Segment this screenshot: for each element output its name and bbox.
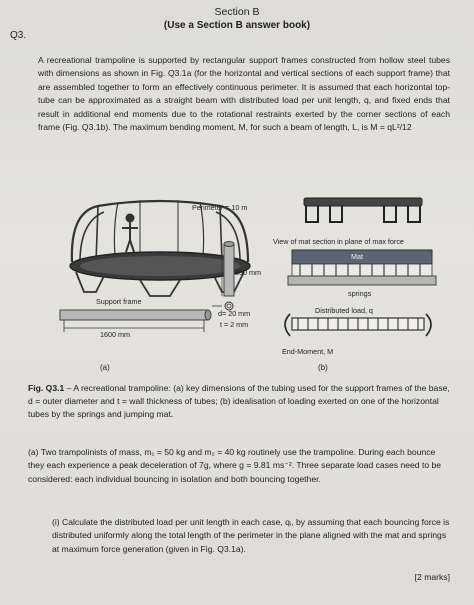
figure-b-tag: (b) xyxy=(318,363,328,372)
caption-label: Fig. Q3.1 xyxy=(28,383,65,393)
support-frame-label: Support frame xyxy=(96,297,142,306)
perimeter-label: Perimeter = 10 m xyxy=(192,203,248,212)
distributed-load-label: Distributed load, q xyxy=(315,306,373,315)
horizontal-tube xyxy=(60,310,211,332)
thickness-label: t = 2 mm xyxy=(220,320,249,329)
frame-top-view xyxy=(304,198,422,222)
intro-paragraph: A recreational trampoline is supported by rectangular support frames constructed from hollow steel tubes with dimensions as shown in Fig. Q3.1a (for the horizontal and vertical sections of each support frame) that are assembled together to form an effectively continuous perimeter. It is assumed that each horizontal top-tube can be approximated as a straight beam with distributed load per unit length, q, and fixed ends that result in additional end moments due to the rotational restraints exerted by the corner sections of each frame (Fig. Q3.1b). The maximum bending moment, M, for such a beam of length, L, is M = qL²/12 xyxy=(38,55,450,133)
figure-a-tag: (a) xyxy=(100,363,110,372)
answer-book-note: (Use a Section B answer book) xyxy=(163,20,311,31)
diameter-label: d= 20 mm xyxy=(218,309,251,318)
marks-label: [2 marks] xyxy=(414,572,450,582)
vertical-tube xyxy=(222,242,234,297)
end-moment-label: End-Moment, M xyxy=(282,347,334,356)
section-title: Section B xyxy=(214,6,260,18)
springs-label: springs xyxy=(348,289,372,298)
mat-label: Mat xyxy=(351,252,363,261)
part-a-i-text: (i) Calculate the distributed load per unit length in each case, qᵢ, by assuming that each bouncing force is distributed uniformly along the total length of the perimeter in the plane aligned with the mat and springs at maximum force generation (given in Fig. Q3.1a). xyxy=(52,517,450,554)
figure-caption xyxy=(28,382,452,422)
length-label: 1600 mm xyxy=(100,330,130,339)
distributed-load-beam xyxy=(285,314,431,336)
caption-text: – A recreational trampoline: (a) key dimensions of the tubing used for the support frames of the base, d = outer diameter and t = wall thickness of tubes; (b) idealisation of loading exerted on one of the horizontal tubes by the springs and jumping mat. xyxy=(28,383,450,420)
part-a-text: (a) Two trampolinists of mass, m₁ = 50 kg and m₂ = 40 kg routinely use the trampoline. During each bounce they each experience a peak deceleration of 7g, where g = 9.81 ms⁻². Three separate load cases need to be considered: each individual bouncing in isolation and both bouncing together. xyxy=(28,447,442,484)
question-number: Q3. xyxy=(10,30,27,41)
view-label: View of mat section in plane of max force xyxy=(273,237,404,246)
height-label: 850 mm xyxy=(235,268,261,277)
trampoline-drawing xyxy=(70,200,250,296)
